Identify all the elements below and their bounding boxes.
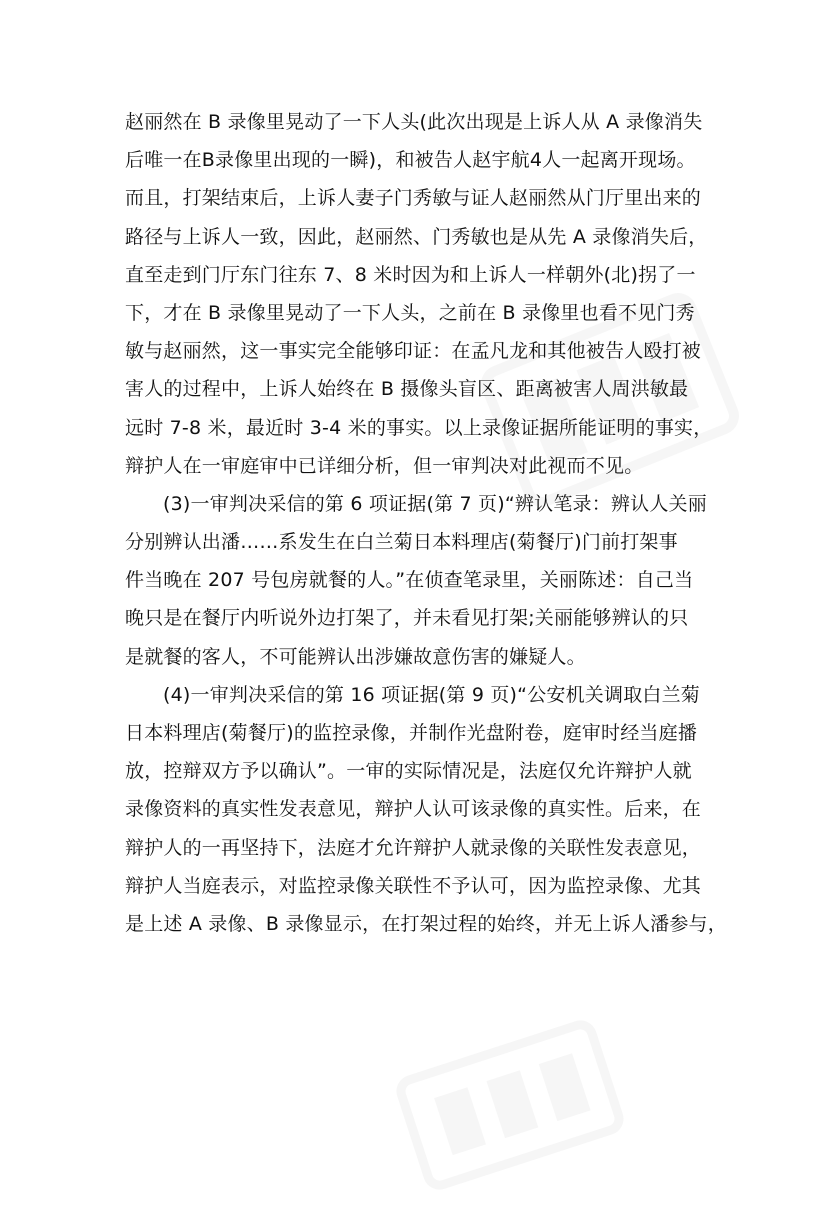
paragraph-start-line: (3)一审判决采信的第 6 项证据(第 7 页)“辨认笔录：辨认人关丽 — [163, 492, 707, 515]
text-line: 直至走到门厅东门往东 7、8 米时因为和上诉人一样朝外(北)拐了一 — [125, 263, 696, 286]
paragraph-start-line: (4)一审判决采信的第 16 项证据(第 9 页)“公安机关调取白兰菊 — [163, 683, 701, 706]
text-line: 辩护人的一再坚持下，法庭才允许辩护人就录像的关联性发表意见， — [125, 836, 702, 859]
text-line: 远时 7-8 米，最近时 3-4 米的事实。以上录像证据所能证明的事实， — [125, 416, 713, 439]
text-line: 路径与上诉人一致，因此，赵丽然、门秀敏也是从先 A 录像消失后， — [125, 225, 708, 248]
text-line: 赵丽然在 B 录像里晃动了一下人头(此次出现是上诉人从 A 录像消失 — [125, 111, 703, 133]
text-line: 是就餐的客人，不可能辨认出涉嫌故意伤害的嫌疑人。 — [125, 645, 586, 668]
text-line: 辩护人在一审庭审中已详细分析，但一审判决对此视而不见。 — [125, 454, 644, 477]
text-line: 分别辨认出潘……系发生在白兰菊日本料理店(菊餐厅)门前打架事 — [125, 531, 678, 554]
body-text — [125, 103, 727, 943]
text-line: 晚只是在餐厅内听说外边打架了，并未看见打架;关丽能够辨认的只 — [125, 607, 689, 630]
text-line: 件当晚在 207 号包房就餐的人。”在侦查笔录里，关丽陈述：自己当 — [125, 569, 694, 592]
text-line: 是上述 A 录像、B 录像显示，在打架过程的始终，并无上诉人潘参与， — [125, 912, 727, 935]
text-line: 敏与赵丽然，这一事实完全能够印证：在孟凡龙和其他被告人殴打被 — [125, 340, 702, 363]
text-line: 放，控辩双方予以确认”。一审的实际情况是，法庭仅允许辩护人就 — [125, 760, 692, 783]
text-line: 下，才在 B 录像里晃动了一下人头，之前在 B 录像里也看不见门秀 — [125, 301, 695, 324]
text-line: 日本料理店(菊餐厅)的监控录像，并制作光盘附卷，庭审时经当庭播 — [125, 722, 698, 744]
text-line: 后唯一在B录像里出现的一瞬)，和被告人赵宇航4人一起离开现场。 — [125, 149, 696, 172]
text-line: 而且，打架结束后，上诉人妻子门秀敏与证人赵丽然从门厅里出来的 — [125, 187, 702, 210]
text-line: 录像资料的真实性发表意见，辩护人认可该录像的真实性。后来，在 — [125, 798, 702, 821]
text-line: 害人的过程中，上诉人始终在 B 摄像头盲区、距离被害人周洪敏最 — [125, 378, 689, 401]
text-line: 辩护人当庭表示，对监控录像关联性不予认可，因为监控录像、尤其 — [125, 874, 702, 897]
watermark-stamp-bottom — [370, 987, 651, 1223]
